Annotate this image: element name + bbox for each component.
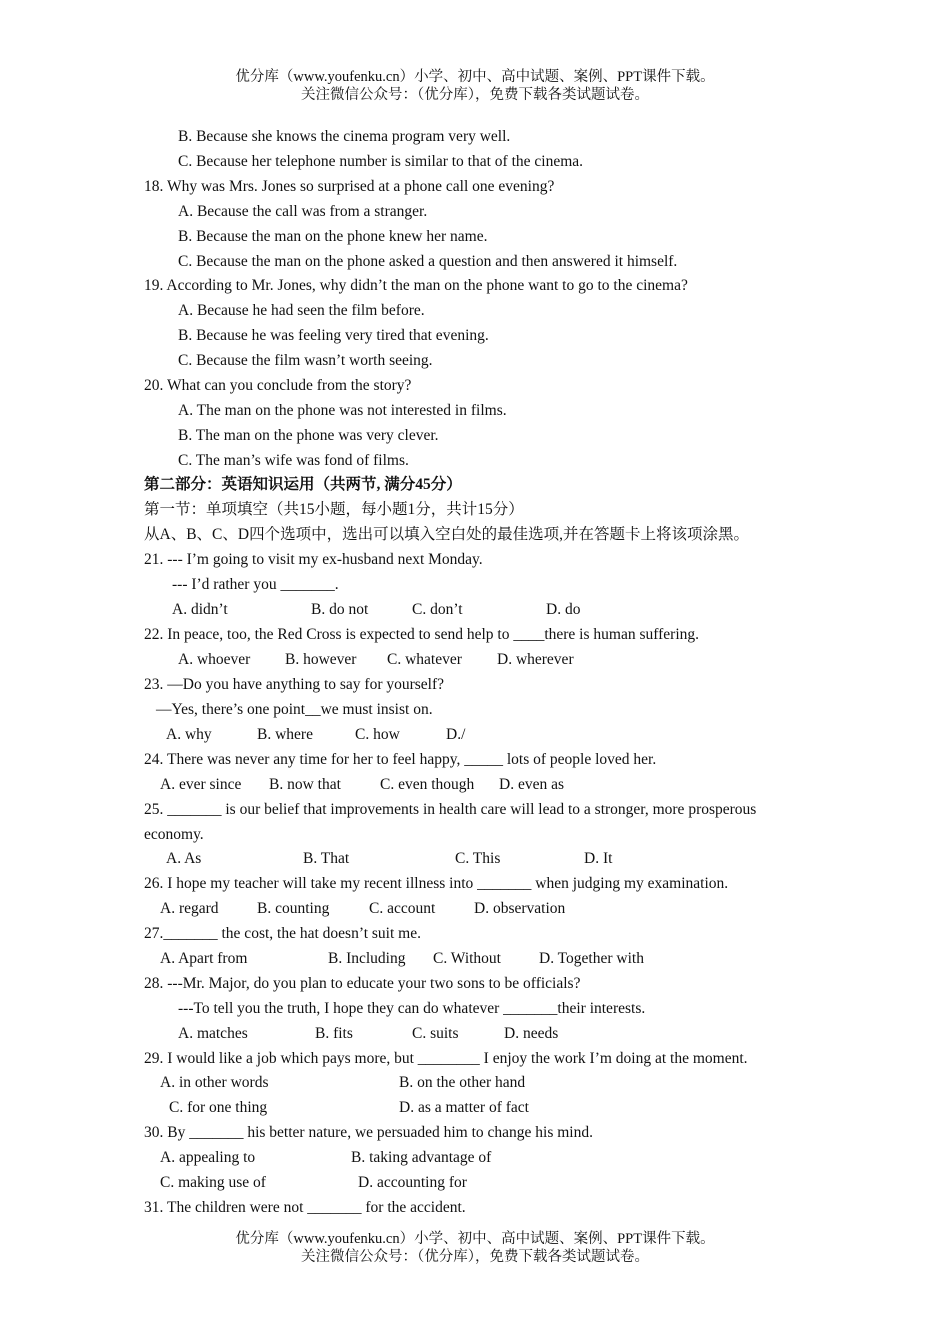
q25-stem-2: economy. — [144, 826, 204, 843]
q23-option-c: C. how — [355, 726, 400, 743]
q19-stem: 19. According to Mr. Jones, why didn’t the man on the phone want to go to the cinema? — [144, 277, 688, 294]
q30-option-d: D. accounting for — [358, 1174, 467, 1191]
footer-line-1: 优分库（www.youfenku.cn）小学、初中、高中试题、案例、PPT课件下载。 — [235, 1231, 715, 1247]
q25-option-b: B. That — [303, 850, 350, 867]
q21-stem-2: --- I’d rather you _______. — [172, 576, 339, 593]
q29-option-a: A. in other words — [160, 1074, 269, 1091]
q18-stem: 18. Why was Mrs. Jones so surprised at a phone call one evening? — [144, 178, 555, 195]
q21-option-d: D. do — [546, 601, 581, 618]
q24-option-a: A. ever since — [160, 776, 242, 793]
q21-option-a: A. didn’t — [172, 601, 228, 618]
q26-stem: 26. I hope my teacher will take my recent illness into _______ when judging my examination. — [144, 875, 729, 892]
q28-stem-2: ---To tell you the truth, I hope they can do whatever _______their interests. — [178, 1000, 646, 1017]
q27-option-c: C. Without — [433, 950, 501, 967]
q20-option-b: B. The man on the phone was very clever. — [178, 427, 439, 444]
header-line-1: 优分库（www.youfenku.cn）小学、初中、高中试题、案例、PPT课件下载。 — [235, 69, 715, 85]
q24-option-b: B. now that — [269, 776, 341, 793]
q19-option-b: B. Because he was feeling very tired that evening. — [178, 327, 489, 344]
q28-stem: 28. ---Mr. Major, do you plan to educate your two sons to be officials? — [144, 975, 581, 992]
footer-line-2: 关注微信公众号：（优分库），免费下载各类试题试卷。 — [301, 1249, 649, 1265]
q29-option-c: C. for one thing — [169, 1099, 268, 1116]
q18-option-c: C. Because the man on the phone asked a question and then answered it himself. — [178, 253, 678, 270]
q28-option-b: B. fits — [315, 1025, 353, 1042]
q25-option-a: A. As — [166, 850, 202, 867]
q19-option-a: A. Because he had seen the film before. — [178, 302, 425, 319]
q28-option-c: C. suits — [412, 1025, 459, 1042]
q23-stem: 23. —Do you have anything to say for yourself? — [144, 676, 445, 693]
q26-option-b: B. counting — [257, 900, 330, 917]
q19-option-c: C. Because the film wasn’t worth seeing. — [178, 352, 433, 369]
header-line-2: 关注微信公众号：（优分库），免费下载各类试题试卷。 — [301, 87, 649, 103]
q23-stem-2: —Yes, there’s one point__we must insist on. — [156, 701, 433, 718]
q25-option-c: C. This — [455, 850, 501, 867]
page-footer — [0, 1230, 950, 1266]
q22-stem: 22. In peace, too, the Red Cross is expected to send help to ____there is human suffering. — [144, 626, 700, 643]
q18-option-b: B. Because the man on the phone knew her name. — [178, 228, 488, 245]
q30-option-a: A. appealing to — [160, 1149, 256, 1166]
q27-option-a: A. Apart from — [160, 950, 248, 967]
q21-stem: 21. --- I’m going to visit my ex-husband next Monday. — [144, 551, 483, 568]
q26-option-c: C. account — [369, 900, 436, 917]
q20-stem: 20. What can you conclude from the story? — [144, 377, 412, 394]
q23-option-b: B. where — [257, 726, 313, 743]
q22-option-d: D. wherever — [497, 651, 574, 668]
q18-option-a: A. Because the call was from a stranger. — [178, 203, 428, 220]
q24-option-d: D. even as — [499, 776, 564, 793]
q31-stem: 31. The children were not _______ for the accident. — [144, 1199, 466, 1216]
q26-option-d: D. observation — [474, 900, 566, 917]
section1-title: 第一节：单项填空（共15小题，每小题1分，共计15分） — [144, 501, 524, 518]
q20-option-c: C. The man’s wife was fond of films. — [178, 452, 409, 469]
q25-option-d: D. It — [584, 850, 613, 867]
q29-stem: 29. I would like a job which pays more, but ________ I enjoy the work I’m doing at the moment. — [144, 1050, 748, 1067]
q24-stem: 24. There was never any time for her to feel happy, _____ lots of people loved her. — [144, 751, 657, 768]
q21-option-b: B. do not — [311, 601, 369, 618]
q24-option-c: C. even though — [380, 776, 475, 793]
q22-option-c: C. whatever — [387, 651, 462, 668]
section1-instruction: 从A、B、C、D四个选项中，选出可以填入空白处的最佳选项,并在答题卡上将该项涂黑。 — [144, 526, 749, 543]
q29-option-b: B. on the other hand — [399, 1074, 526, 1091]
q23-option-a: A. why — [166, 726, 212, 743]
q26-option-a: A. regard — [160, 900, 219, 917]
q23-option-d: D./ — [446, 726, 466, 743]
q29-option-d: D. as a matter of fact — [399, 1099, 529, 1116]
q17-option-b: B. Because she knows the cinema program very well. — [178, 128, 511, 145]
q21-option-c: C. don’t — [412, 601, 463, 618]
q30-option-c: C. making use of — [160, 1174, 266, 1191]
q20-option-a: A. The man on the phone was not interested in films. — [178, 402, 507, 419]
q27-stem: 27._______ the cost, the hat doesn’t suit me. — [144, 925, 421, 942]
q22-option-a: A. whoever — [178, 651, 251, 668]
q30-option-b: B. taking advantage of — [351, 1149, 492, 1166]
q30-stem: 30. By _______ his better nature, we persuaded him to change his mind. — [144, 1124, 593, 1141]
q27-option-b: B. Including — [328, 950, 406, 967]
q17-option-c: C. Because her telephone number is similar to that of the cinema. — [178, 153, 584, 170]
q27-option-d: D. Together with — [539, 950, 644, 967]
part2-title: 第二部分：英语知识运用（共两节, 满分45分） — [144, 476, 462, 493]
page-header — [0, 68, 950, 104]
q25-stem: 25. _______ is our belief that improvements in health care will lead to a stronger, more prosperous — [144, 801, 757, 818]
q28-option-d: D. needs — [504, 1025, 559, 1042]
q28-option-a: A. matches — [178, 1025, 248, 1042]
q22-option-b: B. however — [285, 651, 357, 668]
